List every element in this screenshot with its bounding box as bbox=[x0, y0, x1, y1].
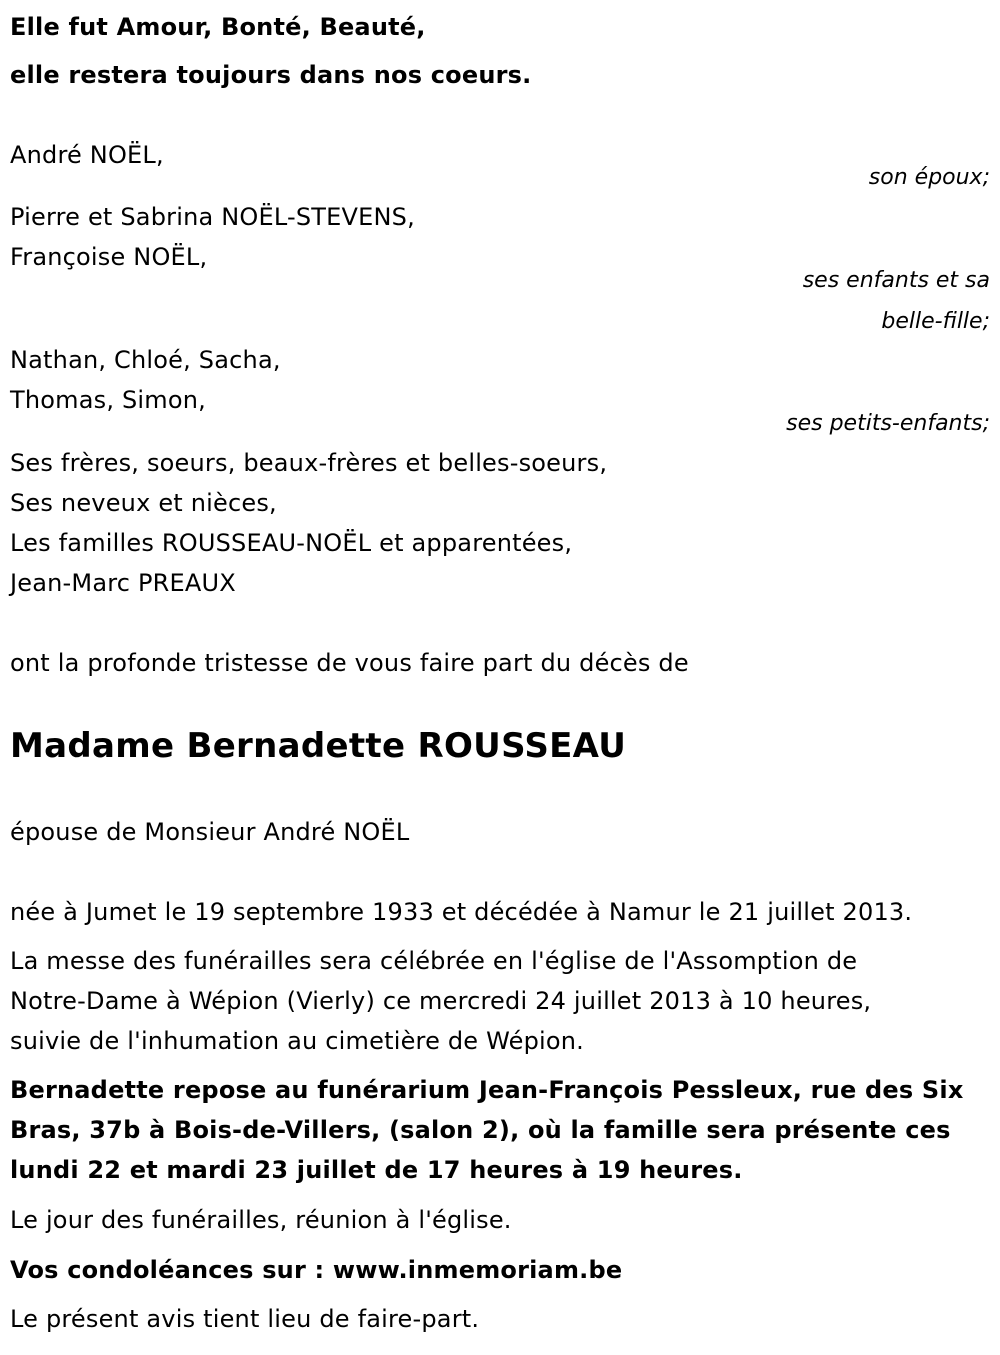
motto-line-1: Elle fut Amour, Bonté, Beauté, bbox=[10, 13, 426, 41]
relatives-line-4: Jean-Marc PREAUX bbox=[10, 569, 236, 597]
deceased-dates: née à Jumet le 19 septembre 1933 et décédée à Namur le 21 juillet 2013. bbox=[10, 898, 913, 926]
ceremony-line-2: Notre-Dame à Wépion (Vierly) ce mercredi 24 juillet 2013 à 10 heures, bbox=[10, 987, 872, 1015]
spouse-name: André NOËL, bbox=[10, 141, 164, 169]
motto-line-2: elle restera toujours dans nos coeurs. bbox=[10, 61, 532, 89]
ceremony-line-3: suivie de l'inhumation au cimetière de Wépion. bbox=[10, 1027, 585, 1055]
deceased-name: Madame Bernadette ROUSSEAU bbox=[10, 726, 627, 766]
child-line-2: Françoise NOËL, bbox=[10, 243, 208, 271]
relatives-line-2: Ses neveux et nièces, bbox=[10, 489, 277, 517]
child-line-1: Pierre et Sabrina NOËL-STEVENS, bbox=[10, 203, 415, 231]
grandchild-line-1: Nathan, Chloé, Sacha, bbox=[10, 346, 281, 374]
condolences-link[interactable]: www.inmemoriam.be bbox=[332, 1256, 623, 1284]
visitation-line-1: Bernadette repose au funérarium Jean-François Pessleux, rue des Six bbox=[10, 1076, 964, 1104]
relatives-line-1: Ses frères, soeurs, beaux-frères et belles-soeurs, bbox=[10, 449, 608, 477]
children-role-line-1: ses enfants et sa bbox=[802, 268, 990, 293]
grandchildren-role: ses petits-enfants; bbox=[786, 411, 990, 436]
spouse-role: son époux; bbox=[868, 165, 990, 190]
visitation-line-2: Bras, 37b à Bois-de-Villers, (salon 2), où la famille sera présente ces bbox=[10, 1116, 951, 1144]
relatives-line-3: Les familles ROUSSEAU-NOËL et apparentées, bbox=[10, 529, 573, 557]
ceremony-line-1: La messe des funérailles sera célébrée en l'église de l'Assomption de bbox=[10, 947, 858, 975]
deceased-spouse-of: épouse de Monsieur André NOËL bbox=[10, 818, 410, 846]
announcement-text: ont la profonde tristesse de vous faire part du décès de bbox=[10, 649, 689, 677]
condolences-label: Vos condoléances sur : bbox=[10, 1256, 333, 1284]
meeting-text: Le jour des funérailles, réunion à l'église. bbox=[10, 1206, 512, 1234]
condolences-line bbox=[10, 1255, 622, 1285]
children-role-line-2: belle-fille; bbox=[881, 309, 990, 334]
notice-text: Le présent avis tient lieu de faire-part. bbox=[10, 1305, 480, 1333]
visitation-line-3: lundi 22 et mardi 23 juillet de 17 heures à 19 heures. bbox=[10, 1156, 743, 1184]
grandchild-line-2: Thomas, Simon, bbox=[10, 386, 207, 414]
